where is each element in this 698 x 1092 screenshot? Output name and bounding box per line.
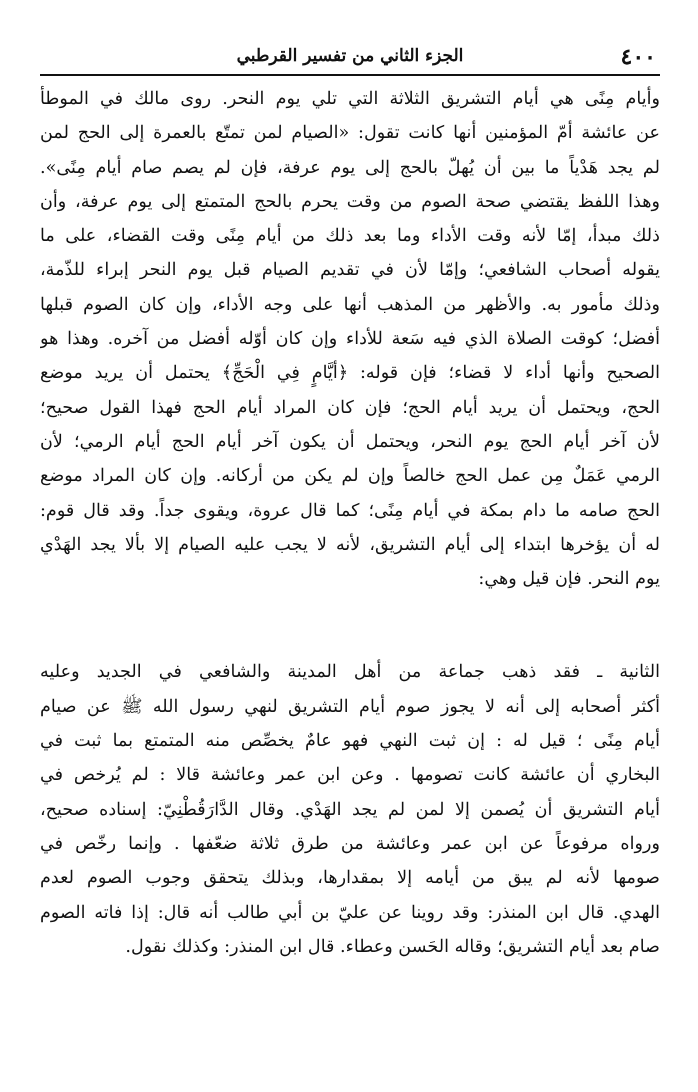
page-header — [40, 40, 660, 74]
text-line: الرمي عَمَلٌ مِن عمل الحج خالصاً وإن لم يكن من أركانه. وإن كان المراد موضع — [40, 466, 660, 487]
text-line: وأيام مِنًى هي أيام التشريق الثلاثة التي تلي يوم النحر. روى مالك في الموطأ — [40, 89, 660, 109]
running-title: الجزء الثاني من تفسير القرطبي — [236, 46, 464, 66]
text-line: لم يجد هَدْياً ما بين أن يُهلّ بالحج إلى يوم عرفة، فإن لم يصم صام أيام مِنًى». — [40, 157, 660, 178]
text-line: أيام التشريق أن يُصمن إلا لمن لم يجد الهَدْي. وقال الدَّارَقُطْنِيّ: إسناده صحيح، — [40, 799, 660, 820]
text-line: صومها لأنه لم يبق من أيامه إلا بمقدارها، وبذلك يتحقق وجوب الصوم لعدم — [40, 868, 660, 889]
paragraph-1 — [40, 82, 660, 596]
text-line: ذلك مبدأ، إمّا لأنه وقت الأداء وما بعد ذلك من أيام مِنًى وقت القضاء، على ما — [40, 226, 660, 247]
text-line: الهدي. قال ابن المنذر: وقد روينا عن عليّ بن أبي طالب أنه قال: إذا فاته الصوم — [40, 902, 660, 923]
page-number: ٤٠٠ — [620, 44, 656, 70]
text-line: أكثر أصحابه إلى أنه لا يجوز صوم أيام التشريق لنهي رسول الله ﷺ عن صيام — [40, 696, 660, 717]
body-text — [40, 82, 660, 964]
text-line: الصحيح وأنها أداء لا قضاء؛ فإن قوله: ﴿أيَّامٍ فِي الْحَجِّ﴾ يحتمل أن يريد موضع — [40, 363, 660, 384]
text-line: ورواه مرفوعاً عن ابن عمر وعائشة من طرق ثلاثة ضعّفها . وإنما رخّص في — [40, 833, 660, 854]
paragraph-gap — [40, 596, 660, 655]
text-line: عن عائشة أمّ المؤمنين أنها كانت تقول: «الصيام لمن تمتّع بالعمرة إلى الحج لمن — [40, 123, 660, 144]
text-line: الثانية ـ فقد ذهب جماعة من أهل المدينة والشافعي في الجديد وعليه — [40, 662, 660, 683]
text-line: وذلك مأمور به. والأظهر من المذهب أنها على وجه الأداء، وإن كان الصوم قبلها — [40, 294, 660, 315]
text-line: الحج، ويحتمل أن يريد أيام الحج؛ فإن كان المراد أيام الحج فهذا القول صحيح؛ — [40, 397, 660, 418]
text-line: لأن آخر أيام الحج يوم النحر، ويحتمل أن يكون آخر أيام الحج أيام الرمي؛ لأن — [40, 431, 660, 452]
text-line: وهذا اللفظ يقتضي صحة الصوم من وقت يحرم بالحج المتمتع إلى يوم عرفة، وأن — [40, 191, 660, 212]
text-line: يوم النحر. فإن قيل وهي: — [478, 569, 660, 590]
text-line: البخاري أن عائشة كانت تصومها . وعن ابن عمر وعائشة قالا : لم يُرخص في — [40, 765, 660, 786]
text-line: أفضل؛ كوقت الصلاة الذي فيه سَعة للأداء وإن كان أوّله أفضل من آخره. وهذا هو — [40, 329, 660, 350]
text-line: الحج صامه ما دام بمكة في أيام مِنًى؛ كما قال عروة، ويقوى جداً. وقد قال قوم: — [40, 500, 660, 521]
header-rule — [40, 74, 660, 76]
text-line: صام بعد أيام التشريق؛ وقاله الحَسن وعطاء. قال ابن المنذر: وكذلك نقول. — [125, 936, 660, 957]
text-line: له أن يؤخرها ابتداء إلى أيام التشريق، لأنه لا يجب عليه الصيام إلا بألا يجد الهَدْي — [40, 534, 660, 555]
text-line: أيام مِنًى ؛ قيل له : إن ثبت النهي فهو عامٌ يخصِّص منه المتمتع بما ثبت في — [40, 731, 660, 752]
text-line: يقوله أصحاب الشافعي؛ وإمّا لأن في تقديم الصيام قبل يوم النحر إبراء للذّمة، — [40, 260, 660, 281]
paragraph-2 — [40, 655, 660, 964]
